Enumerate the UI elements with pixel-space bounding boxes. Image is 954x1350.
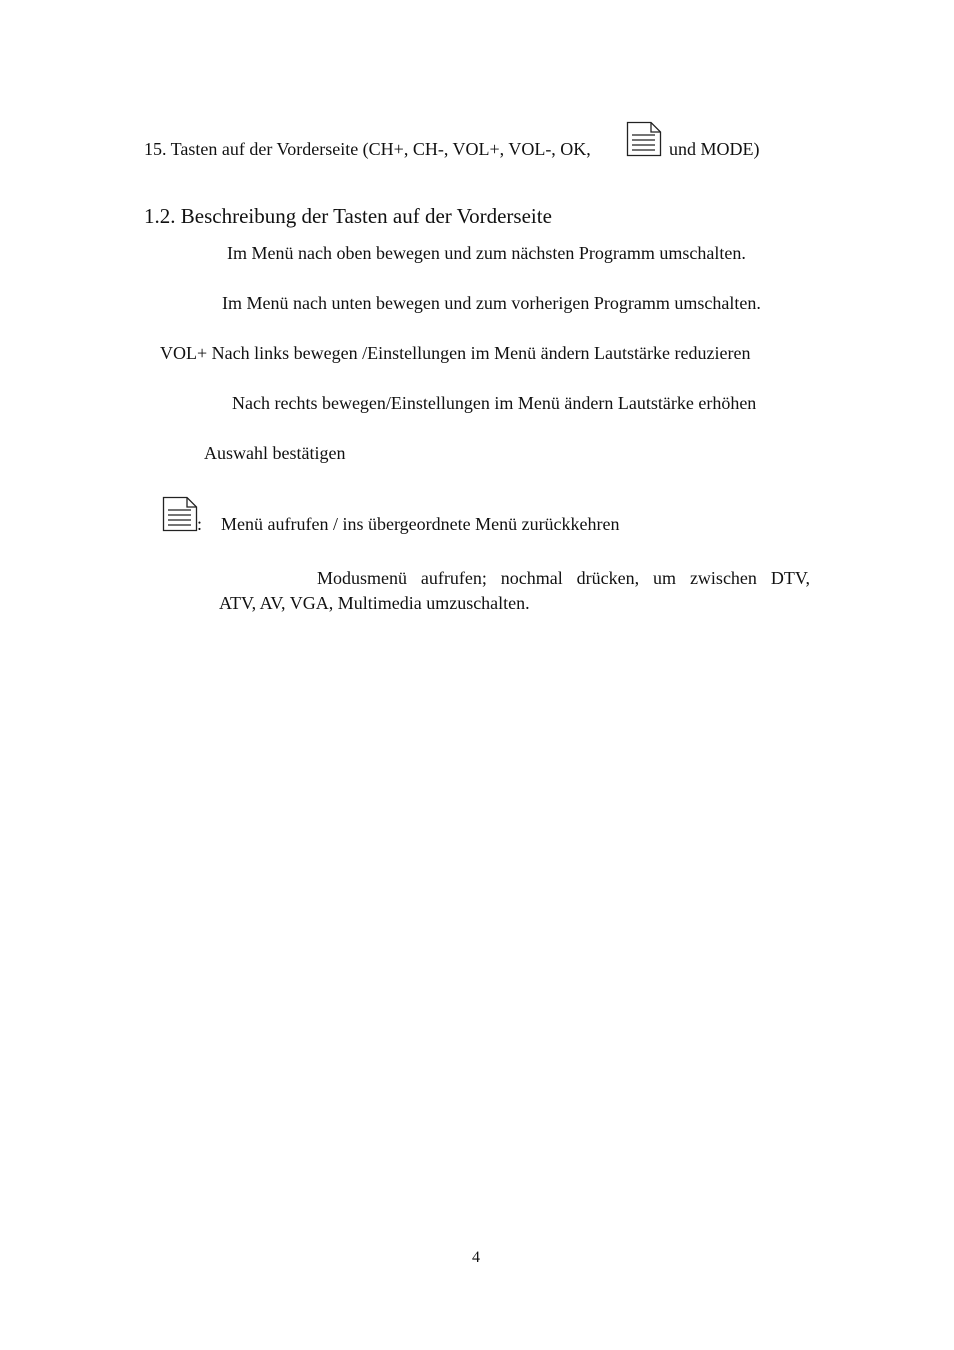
list-item-15-suffix: und MODE) <box>669 139 760 159</box>
button-description-ch-plus: Im Menü nach oben bewegen und zum nächsten Programm umschalten. <box>227 243 746 263</box>
button-description-mode-line2: ATV, AV, VGA, Multimedia umzuschalten. <box>219 593 530 613</box>
section-heading: 1.2. Beschreibung der Tasten auf der Vorderseite <box>144 204 552 228</box>
menu-document-icon <box>162 496 198 532</box>
list-item-15 <box>144 138 591 160</box>
button-description-ch-minus: Im Menü nach unten bewegen und zum vorherigen Programm umschalten. <box>222 293 761 313</box>
button-description-mode-line1: Modusmenü aufrufen; nochmal drücken, um zwischen DTV, <box>317 568 810 588</box>
page-number: 4 <box>472 1249 480 1266</box>
list-item-15-text: 15. Tasten auf der Vorderseite (CH+, CH-, VOL+, VOL-, OK, <box>144 139 591 159</box>
button-row-vol-minus <box>160 342 750 364</box>
button-description-ok: Auswahl bestätigen <box>204 443 346 463</box>
button-description-menu: Menü aufrufen / ins übergeordnete Menü zurückkehren <box>221 514 620 534</box>
button-key-label: VOL+ <box>160 343 208 363</box>
menu-document-icon <box>626 121 662 157</box>
button-description-vol-plus: Nach rechts bewegen/Einstellungen im Menü ändern Lautstärke erhöhen <box>232 393 757 413</box>
menu-separator: : <box>197 514 203 534</box>
button-description-vol-minus: Nach links bewegen /Einstellungen im Menü ändern Lautstärke reduzieren <box>211 343 751 363</box>
